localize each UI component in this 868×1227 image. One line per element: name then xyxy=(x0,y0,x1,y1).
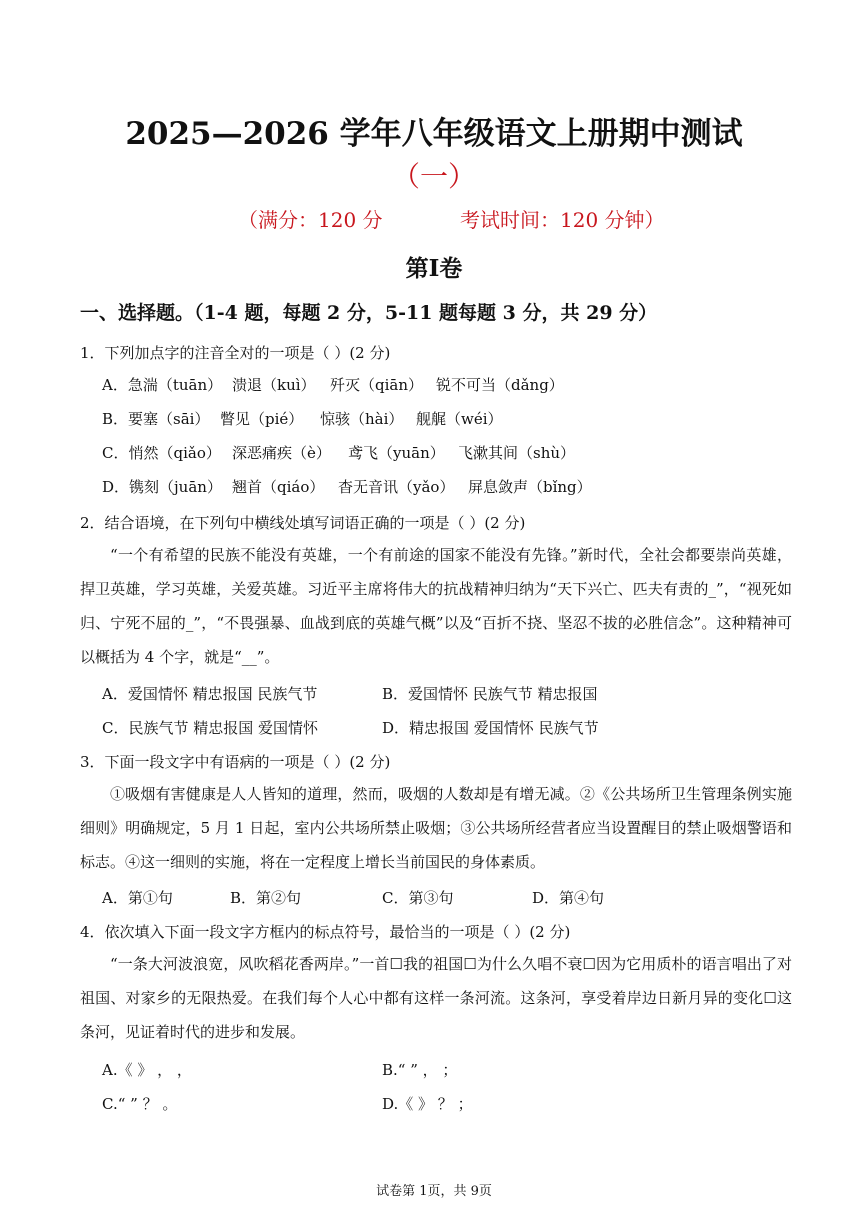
question-2-passage: “一个有希望的民族不能没有英雄，一个有前途的国家不能没有先锋。”新时代，全社会都要崇尚英雄，捍卫英雄，学习英雄，关爱英雄。习近平主席将伟大的抗战精神归纳为“天下兴亡、匹夫有责的_”，“视死如归、宁死不屈的_”，“不畏强暴、血战到底的英雄气概”以及“百折不挠、坚忍不拔的必胜信念”。这种精神可以概括为 4 个字，就是“__”。 xyxy=(80,546,792,666)
question-3-option-d: D．第④句 xyxy=(532,889,605,907)
exam-time: 考试时间：120 分钟） xyxy=(460,208,665,232)
question-4-option-a: A.《 》 ， ， xyxy=(102,1061,192,1079)
question-3-passage: ①吸烟有害健康是人人皆知的道理，然而，吸烟的人数却是有增无减。②《公共场所卫生管理条例实施细则》明确规定，5 月 1 日起，室内公共场所禁止吸烟；③公共场所经营者应当设置醒目的禁止吸烟警语和标志。④这一细则的实施，将在一定程度上增长当前国民的身体素质。 xyxy=(80,785,792,871)
question-3-stem: 3．下面一段文字中有语病的一项是（ ）(2 分) xyxy=(80,753,391,771)
question-4-option-d: D.《 》 ？ ； xyxy=(382,1095,473,1113)
question-2-option-a: A．爱国情怀 精忠报国 民族气节 xyxy=(102,685,318,703)
question-3-option-b: B．第②句 xyxy=(230,889,302,907)
question-4-option-c: C.“ ” ？ 。 xyxy=(102,1095,178,1113)
question-2-option-d: D．精忠报国 爱国情怀 民族气节 xyxy=(382,719,599,737)
question-1-stem: 1．下列加点字的注音全对的一项是（ ）(2 分) xyxy=(80,344,391,362)
question-2-stem: 2．结合语境，在下列句中横线处填写词语正确的一项是（ ）(2 分) xyxy=(80,514,526,532)
question-2-option-c: C．民族气节 精忠报国 爱国情怀 xyxy=(102,719,319,737)
question-4-option-b: B.“ ” ， ； xyxy=(382,1061,458,1079)
page-title: 2025—2026 学年八年级语文上册期中测试 xyxy=(125,116,743,152)
question-3-option-c: C．第③句 xyxy=(382,889,454,907)
page-footer: 试卷第 1页，共 9页 xyxy=(376,1184,492,1199)
question-4-passage: “一条大河波浪宽，风吹稻花香两岸。”一首☐我的祖国☐为什么久唱不衰☐因为它用质朴的语言唱出了对祖国、对家乡的无限热爱。在我们每个人心中都有这样一条河流。这条河，享受着岸边日新月异的变化☐这条河，见证着时代的进步和发展。 xyxy=(80,955,792,1041)
volume-heading: 第Ⅰ卷 xyxy=(405,255,463,282)
full-score: （满分：120 分 xyxy=(238,208,383,232)
question-4-stem: 4．依次填入下面一段文字方框内的标点符号，最恰当的一项是（ ）(2 分) xyxy=(80,923,571,941)
section-heading: 一、选择题。（1-4 题，每题 2 分，5-11 题每题 3 分，共 29 分） xyxy=(80,302,658,324)
page-subtitle: （一） xyxy=(391,160,476,193)
question-2-option-b: B．爱国情怀 民族气节 精忠报国 xyxy=(382,685,598,703)
question-3-option-a: A．第①句 xyxy=(102,889,173,907)
